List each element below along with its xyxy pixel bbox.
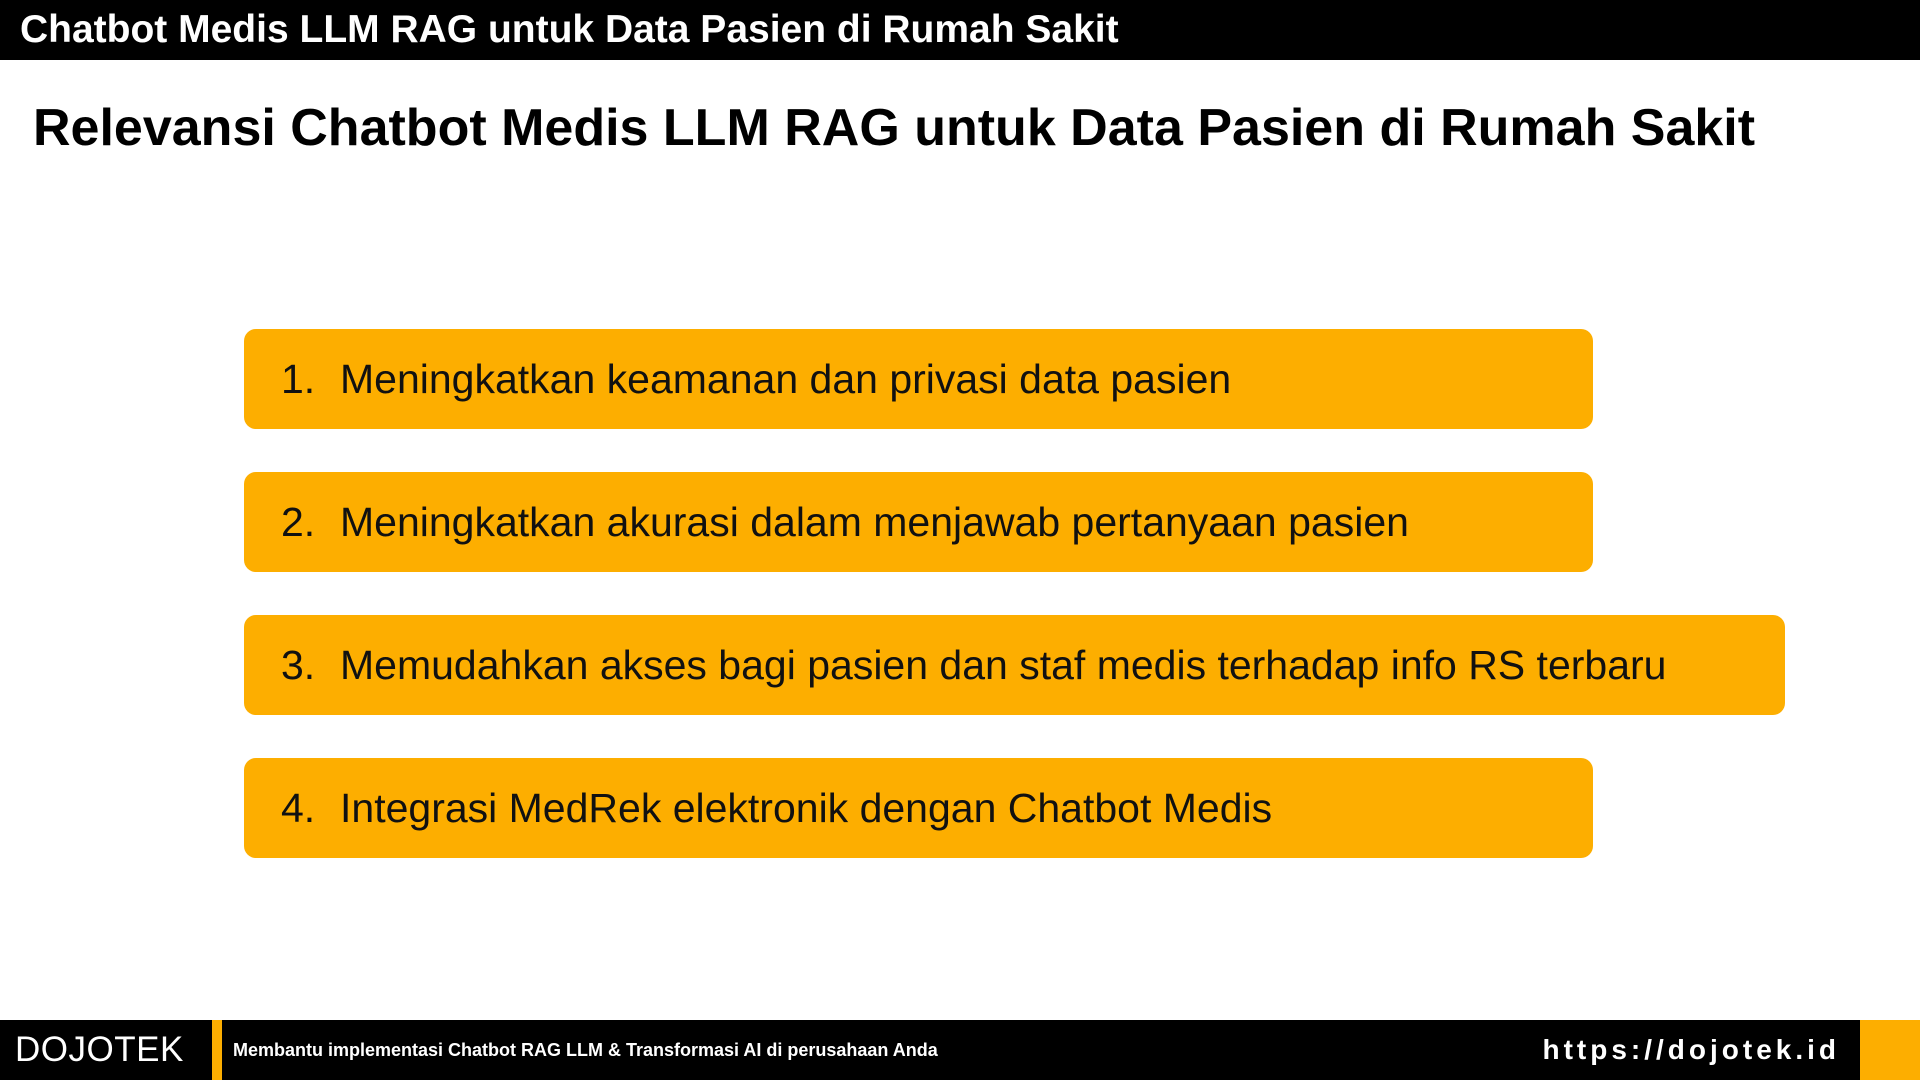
- list-item-text: Integrasi MedRek elektronik dengan Chatbot Medis: [340, 784, 1273, 831]
- footer-website-url[interactable]: https://dojotek.id: [1542, 1034, 1840, 1065]
- list-item-number: 1.: [281, 355, 316, 402]
- footer-tagline: Membantu implementasi Chatbot RAG LLM & Transformasi AI di perusahaan Anda: [233, 1040, 938, 1060]
- footer-accent-block: [1860, 1020, 1920, 1080]
- list-item-text: Memudahkan akses bagi pasien dan staf medis terhadap info RS terbaru: [340, 641, 1667, 688]
- footer-accent-divider: [212, 1020, 222, 1080]
- list-item-4: [244, 758, 1593, 858]
- list-item-number: 2.: [281, 498, 316, 545]
- list-item-text: Meningkatkan keamanan dan privasi data pasien: [340, 355, 1232, 402]
- list-item-text: Meningkatkan akurasi dalam menjawab pertanyaan pasien: [340, 498, 1409, 545]
- page-heading: Relevansi Chatbot Medis LLM RAG untuk Data Pasien di Rumah Sakit: [33, 99, 1756, 157]
- list-item-number: 4.: [281, 784, 316, 831]
- list-item-1: [244, 329, 1593, 429]
- list-item-2: [244, 472, 1593, 572]
- dojotek-logo: DOJOTEK: [15, 1030, 184, 1069]
- footer-bar: [0, 1020, 1920, 1080]
- list-item-number: 3.: [281, 641, 316, 688]
- top-bar-title: Chatbot Medis LLM RAG untuk Data Pasien di Rumah Sakit: [20, 8, 1119, 51]
- list-item-3: [244, 615, 1785, 715]
